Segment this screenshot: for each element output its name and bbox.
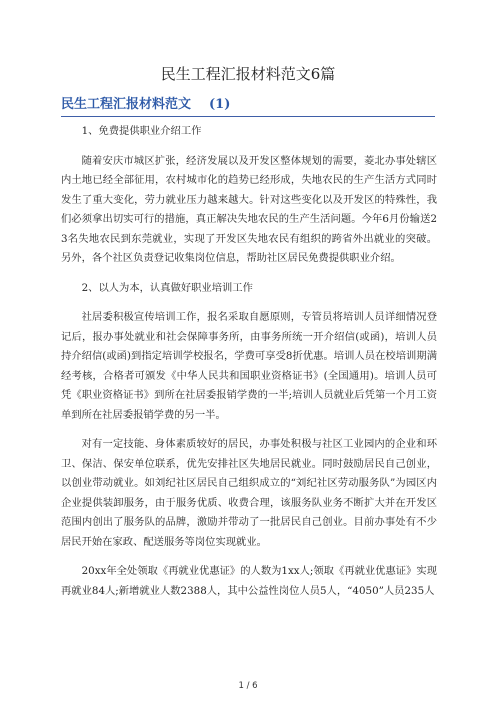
document-body [61, 122, 437, 611]
section-heading-text: 民生工程汇报材料范文 [61, 97, 192, 112]
paragraph: 社居委积极宣传培训工作，报名采取自愿原则，专管员将培训人员详细情况登记后，报办事处就业和社会保障事务所，由事务所统一开介绍信(或函)，培训人员持介绍信(或函)到指定培训学校报名，学费可享受8折优惠。培训人员在校培训期满经考核，合格者可颁发《中华人民共和国职业资格证书》(全国通用)。培训人员可凭《职业资格证书》到所在社居委报销学费的一半;培训人员就业后凭第一个月工资单到所在社居委报销学费的另一半。 [61, 311, 437, 421]
paragraph: 对有一定技能、身体素质较好的居民，办事处积极与社区工业园内的企业和环卫、保洁、保安单位联系，优先安排社区失地居民就业。同时鼓励居民自己创业，以创业带动就业。如刘纪社区居民自己组织成立的“刘纪社区劳动服务队”为园区内企业提供装卸服务，由于服务优质、收费合理，该服务队业务不断扩大并在开发区范围内创出了服务队的品牌，激励并带动了一批居民自己创业。目前办事处有不少居民开始在家政、配送服务等岗位实现就业。 [61, 438, 437, 548]
section-heading [61, 96, 435, 117]
paragraph: 20xx年全处领取《再就业优惠证》的人数为1xx人;领取《再就业优惠证》实现再就业84人;新增就业人数2388人，其中公益性岗位人员5人，“4050”人员235人 [61, 565, 437, 597]
section-heading-number: (1) [209, 97, 231, 112]
paragraph: 随着安庆市城区扩张，经济发展以及开发区整体规划的需要，菱北办事处辖区内土地已经全部征用，农村城市化的趋势已经形成，失地农民的生产生活方式同时发生了重大变化，劳力就业压力越来越大。针对这些变化以及开发区的特殊性，我们必须拿出切实可行的措施，真正解决失地农民的生产生活问题。今年6月份输送23名失地农民到东莞就业，实现了开发区失地农民有组织的跨省外出就业的突破。另外，各个社区负责登记收集岗位信息，帮助社区居民免费提供职业介绍。 [61, 154, 437, 264]
paragraph-heading-1: 1、免费提供职业介绍工作 [81, 125, 202, 137]
document-title: 民生工程汇报材料范文6篇 [160, 65, 336, 83]
paragraph-heading-2: 2、以人为本，认真做好职业培训工作 [81, 281, 253, 294]
page-number: 1 / 6 [238, 681, 258, 691]
